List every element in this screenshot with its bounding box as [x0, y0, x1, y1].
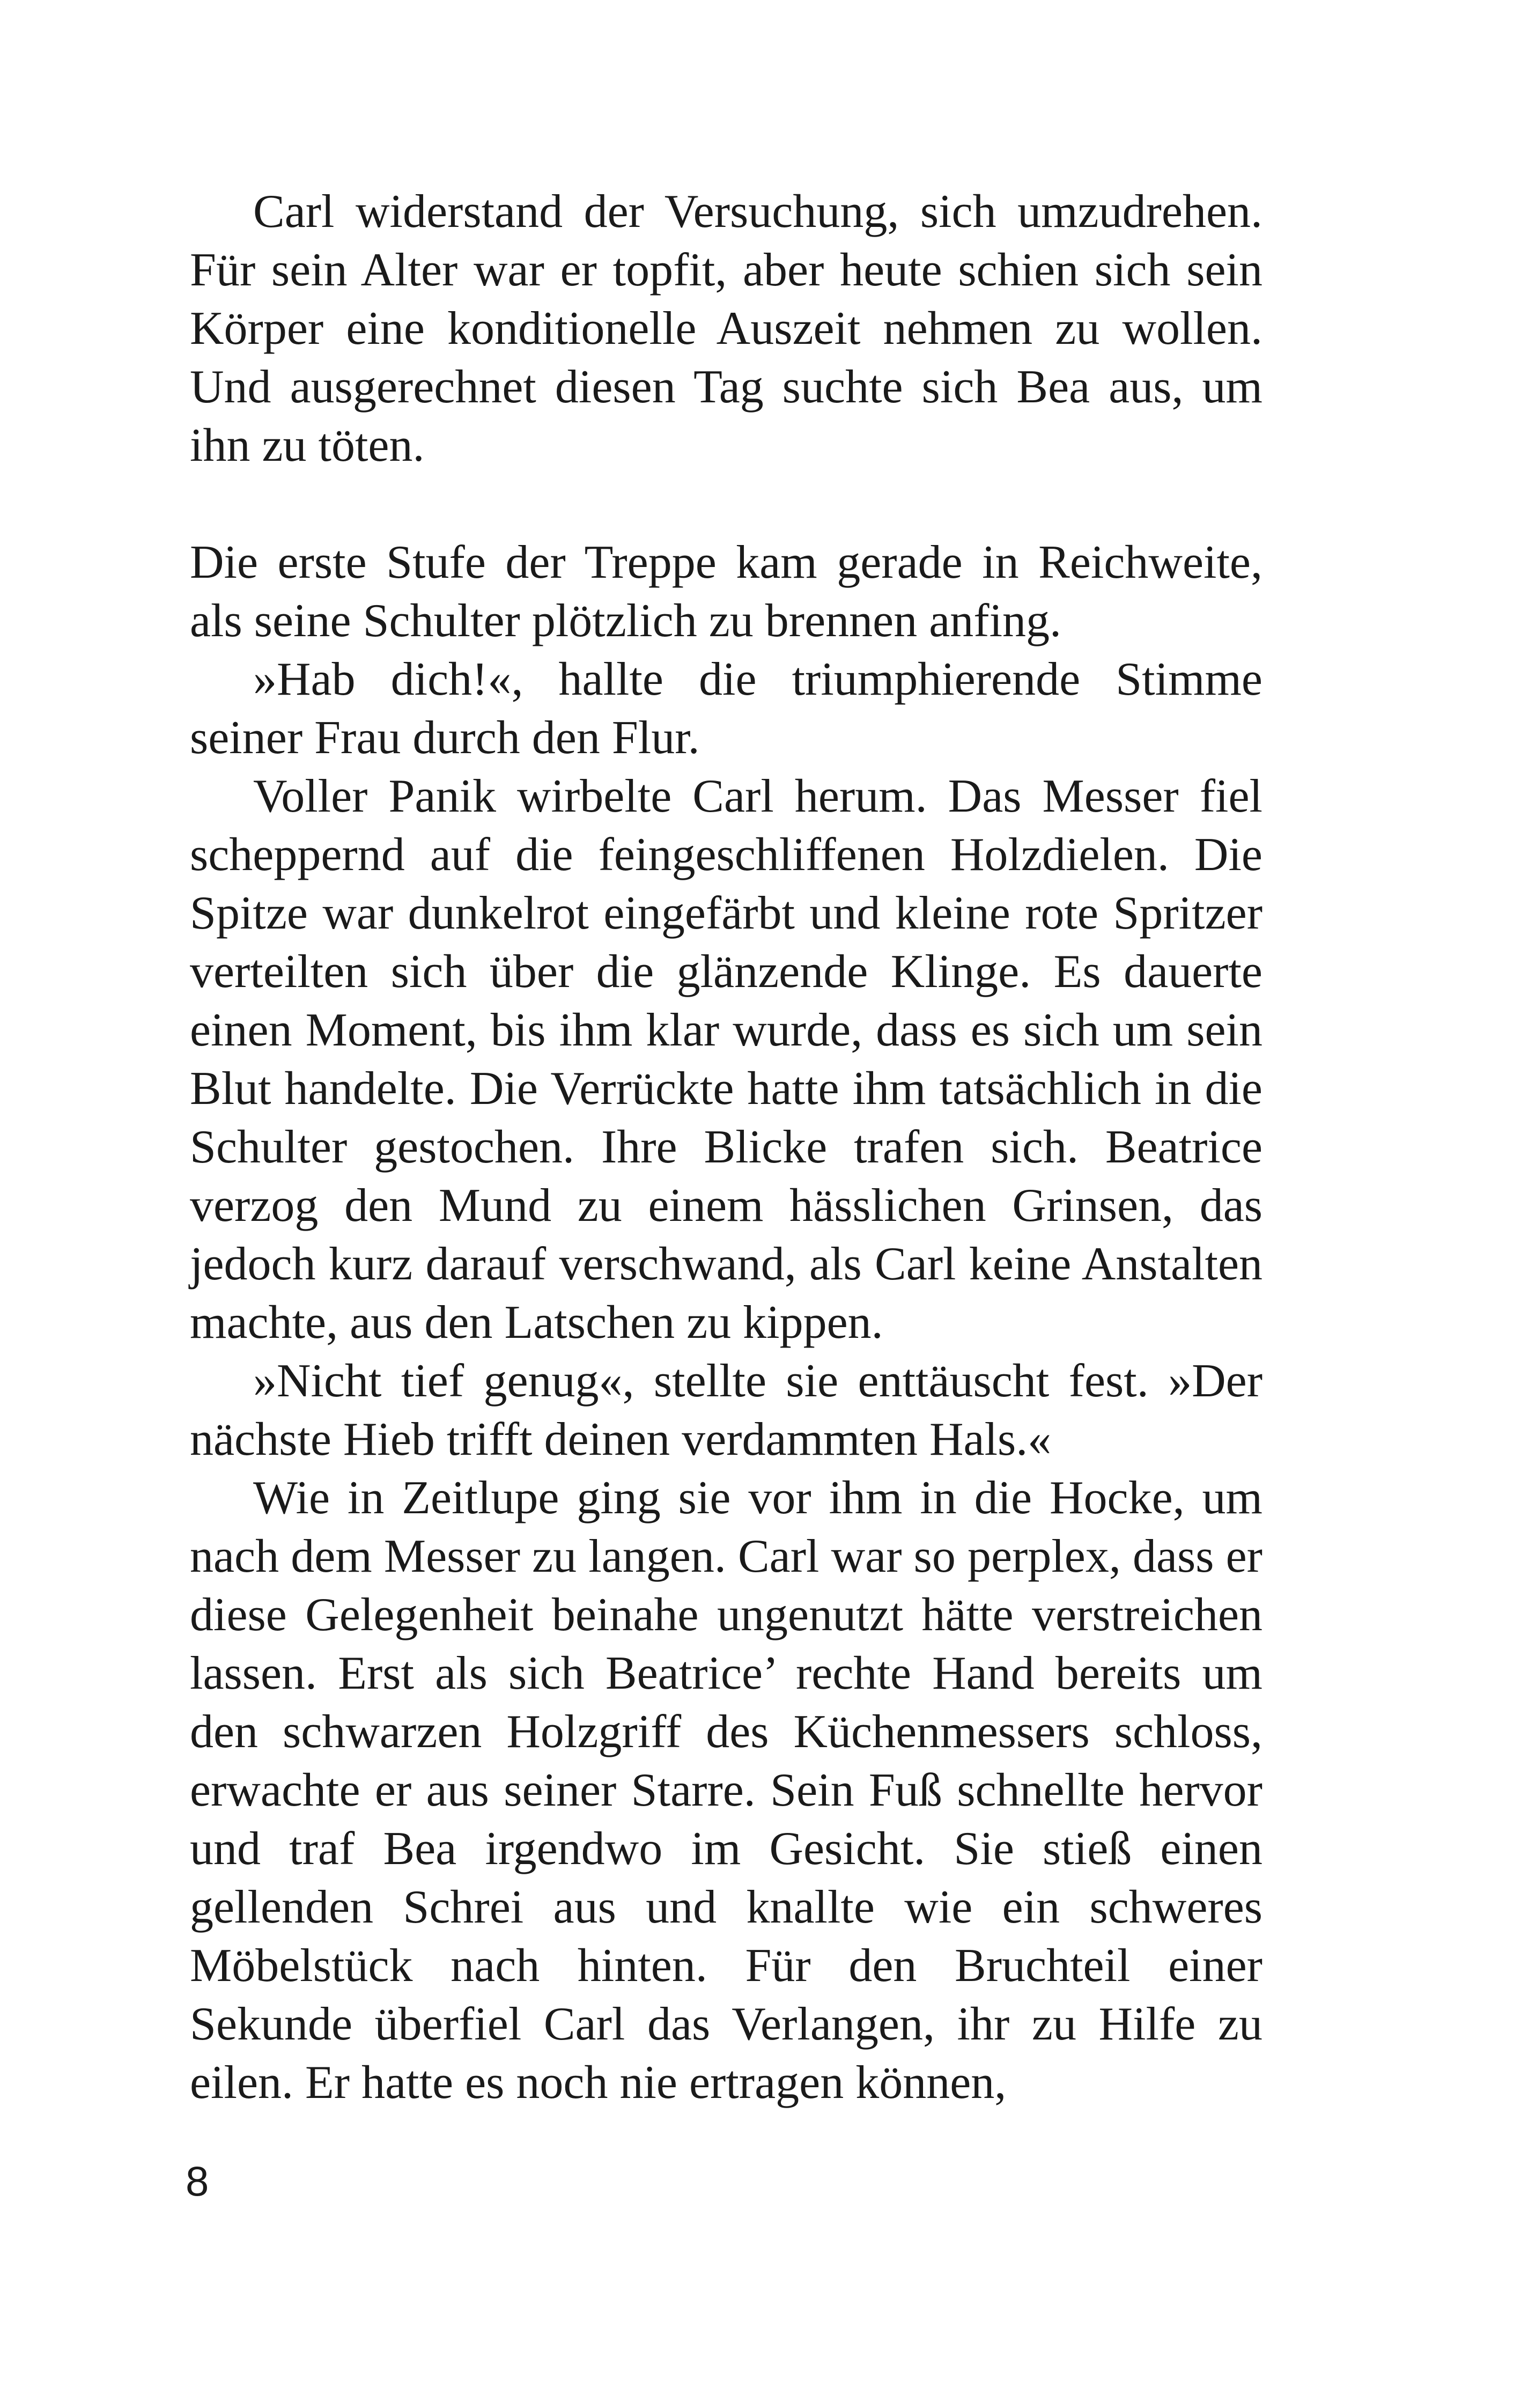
- page-number: 8: [186, 2157, 209, 2205]
- paragraph-1: Carl widerstand der Versuchung, sich umzudrehen. Für sein Alter war er topfit, aber heute schien sich sein Körper eine konditionelle Auszeit nehmen zu wollen. Und ausgerechnet diesen Tag suchte sich Bea aus, um ihn zu töten.: [190, 186, 1262, 472]
- body-text: [190, 182, 1262, 2112]
- paragraph-3: »Hab dich!«, hallte die triumphierende Stimme seiner Frau durch den Flur.: [190, 653, 1262, 764]
- paragraph-2: Die erste Stufe der Treppe kam gerade in Reichweite, als seine Schulter plötzlich zu brennen anfing.: [190, 536, 1262, 647]
- paragraph-5: »Nicht tief genug«, stellte sie enttäuscht fest. »Der nächste Hieb trifft deinen verdammten Hals.«: [190, 1355, 1262, 1466]
- paragraph-6: Wie in Zeitlupe ging sie vor ihm in die Hocke, um nach dem Messer zu langen. Carl war so perplex, dass er diese Gelegenheit beinahe ungenutzt hätte verstreichen lassen. Erst als sich Beatrice’ rechte Hand bereits um den schwarzen Holzgriff des Küchenmessers schloss, erwachte er aus seiner Starre. Sein Fuß schnellte hervor und traf Bea irgendwo im Gesicht. Sie stieß einen gellenden Schrei aus und knallte wie ein schweres Möbelstück nach hinten. Für den Bruchteil einer Sekunde überfiel Carl das Verlangen, ihr zu Hilfe zu eilen. Er hatte es noch nie ertragen können,: [190, 1472, 1262, 2109]
- paragraph-4: Voller Panik wirbelte Carl herum. Das Messer fiel scheppernd auf die feingeschliffenen Holzdielen. Die Spitze war dunkelrot eingefärbt und kleine rote Spritzer verteilten sich über die glänzende Klinge. Es dauerte einen Moment, bis ihm klar wurde, dass es sich um sein Blut handelte. Die Verrückte hatte ihm tatsächlich in die Schulter gestochen. Ihre Blicke trafen sich. Beatrice verzog den Mund zu einem hässlichen Grinsen, das jedoch kurz darauf verschwand, als Carl keine Anstalten machte, aus den Latschen zu kippen.: [190, 770, 1262, 1349]
